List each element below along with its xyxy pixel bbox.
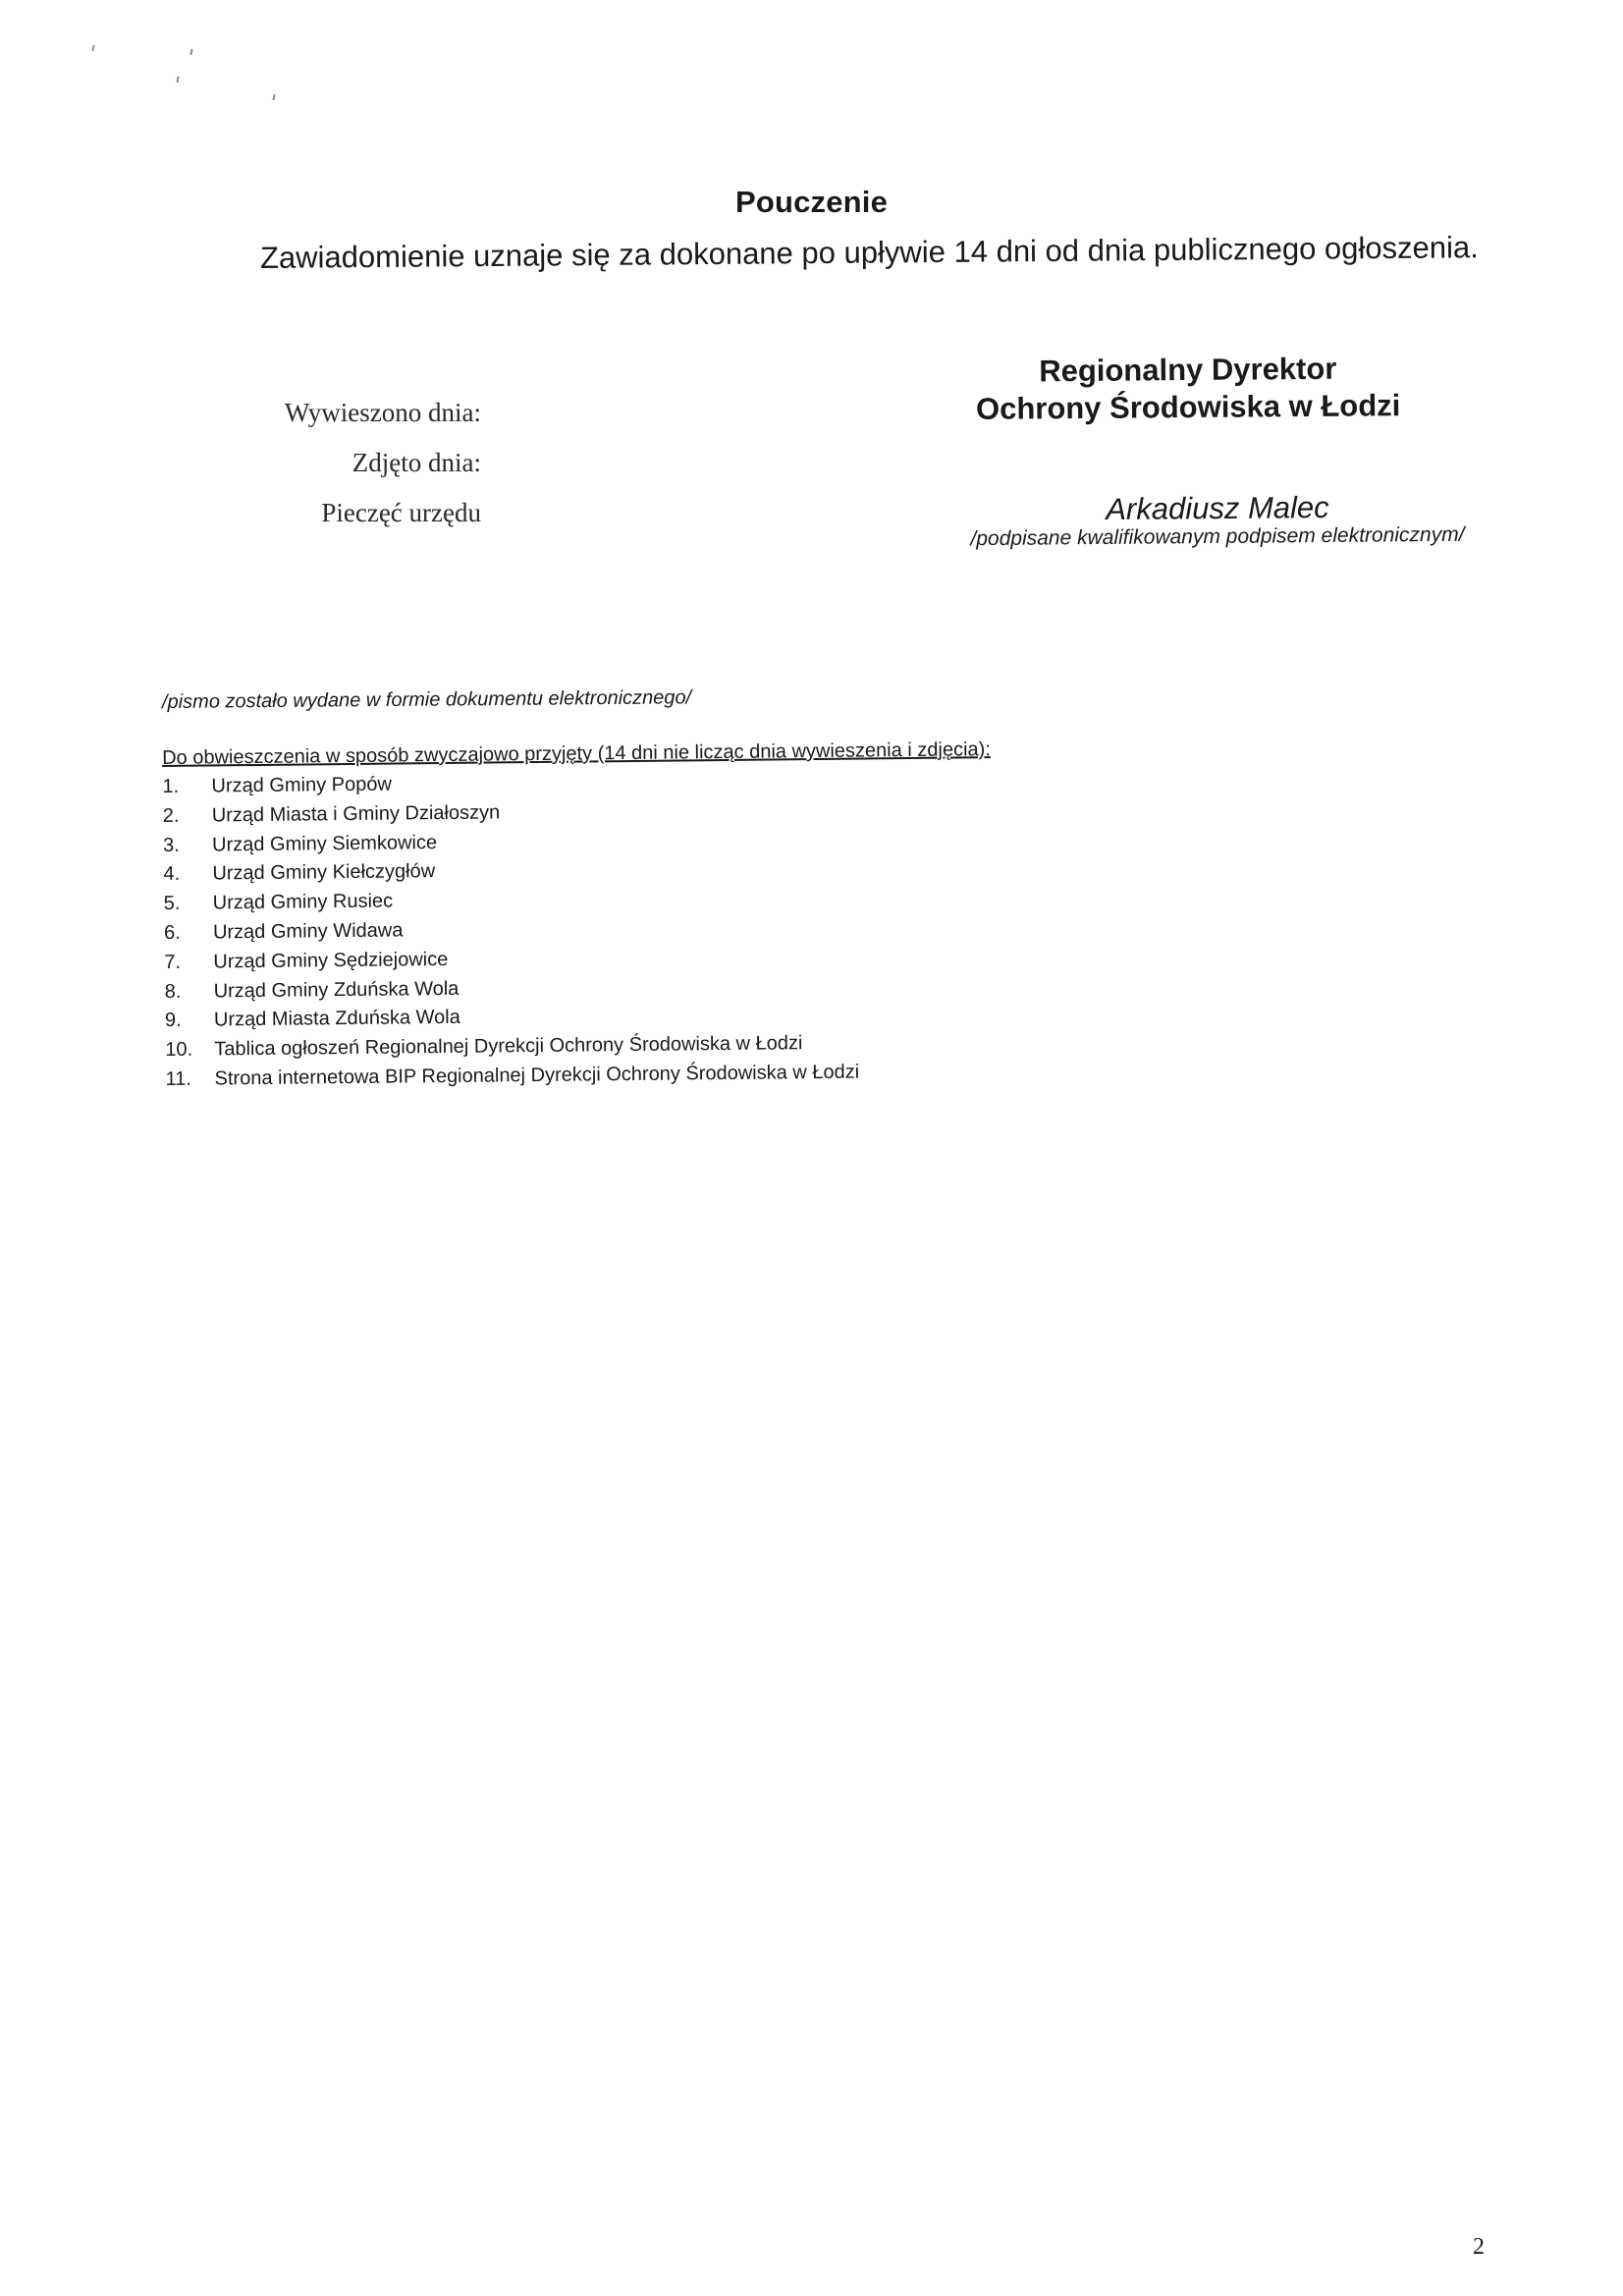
list-item-number: 5. (163, 893, 181, 915)
list-item-text: Urząd Miasta i Gminy Działoszyn (211, 801, 501, 827)
list-item-number: 1. (162, 775, 180, 797)
page-number: 2 (1473, 2234, 1485, 2260)
signatory-title (943, 350, 1434, 428)
scan-speck (91, 45, 94, 51)
scan-speck (272, 94, 275, 100)
signature-note: /podpisane kwalifikowanym podpisem elektronicznym/ (970, 522, 1465, 551)
list-item-number: 9. (164, 1010, 182, 1032)
list-item-number: 4. (163, 863, 181, 886)
removed-date-label: Zdjęto dnia: (352, 448, 481, 477)
list-item-number: 3. (162, 834, 180, 856)
list-item-number: 8. (164, 980, 182, 1003)
list-item-text: Strona internetowa BIP Regionalnej Dyrekcji Ochrony Środowiska w Łodzi (214, 1061, 860, 1090)
list-item-text: Urząd Gminy Kiełczygłów (212, 860, 436, 885)
list-item-text: Urząd Gminy Rusiec (212, 890, 394, 914)
recipient-list (162, 763, 1147, 1095)
scan-speck (189, 49, 192, 55)
list-item-text: Urząd Gminy Popów (211, 773, 392, 797)
list-item-number: 6. (163, 921, 181, 944)
signatory-title-line2: Ochrony Środowiska w Łodzi (975, 388, 1401, 426)
instruction-heading: Pouczenie (734, 185, 889, 219)
notice-text: Zawiadomienie uznaje się za dokonane po upływie 14 dni od dnia publicznego ogłoszenia. (259, 230, 1479, 275)
list-item-text: Urząd Gminy Widawa (212, 919, 404, 944)
list-item-number: 2. (162, 804, 180, 827)
list-item-number: 11. (165, 1067, 192, 1090)
list-item-text: Urząd Gminy Siemkowice (211, 831, 438, 856)
list-item-text: Tablica ogłoszeń Regionalnej Dyrekcji Ochrony Środowiska w Łodzi (214, 1032, 803, 1061)
distribution-heading: Do obwieszczenia w sposób zwyczajowo przyjęty (14 dni nie licząc dnia wywieszenia i zdjęcia): (162, 738, 991, 769)
electronic-document-note: /pismo zostało wydane w formie dokumentu elektronicznego/ (161, 686, 692, 713)
list-item-text: Urząd Gminy Zduńska Wola (213, 977, 460, 1003)
list-item-text: Urząd Miasta Zduńska Wola (213, 1007, 460, 1031)
list-item-number: 10. (165, 1038, 193, 1062)
list-item-text: Urząd Gminy Sędziejowice (213, 948, 449, 973)
list-item-number: 7. (164, 951, 182, 973)
signatory-title-line1: Regionalny Dyrektor (1039, 351, 1337, 389)
distribution-section (162, 734, 1148, 1095)
posting-stamp (147, 388, 481, 538)
scan-speck (176, 77, 179, 82)
posted-date-label: Wywieszono dnia: (284, 398, 481, 427)
signer-name: Arkadiusz Malec (1106, 490, 1329, 526)
office-seal-label: Pieczęć urzędu (321, 498, 481, 527)
